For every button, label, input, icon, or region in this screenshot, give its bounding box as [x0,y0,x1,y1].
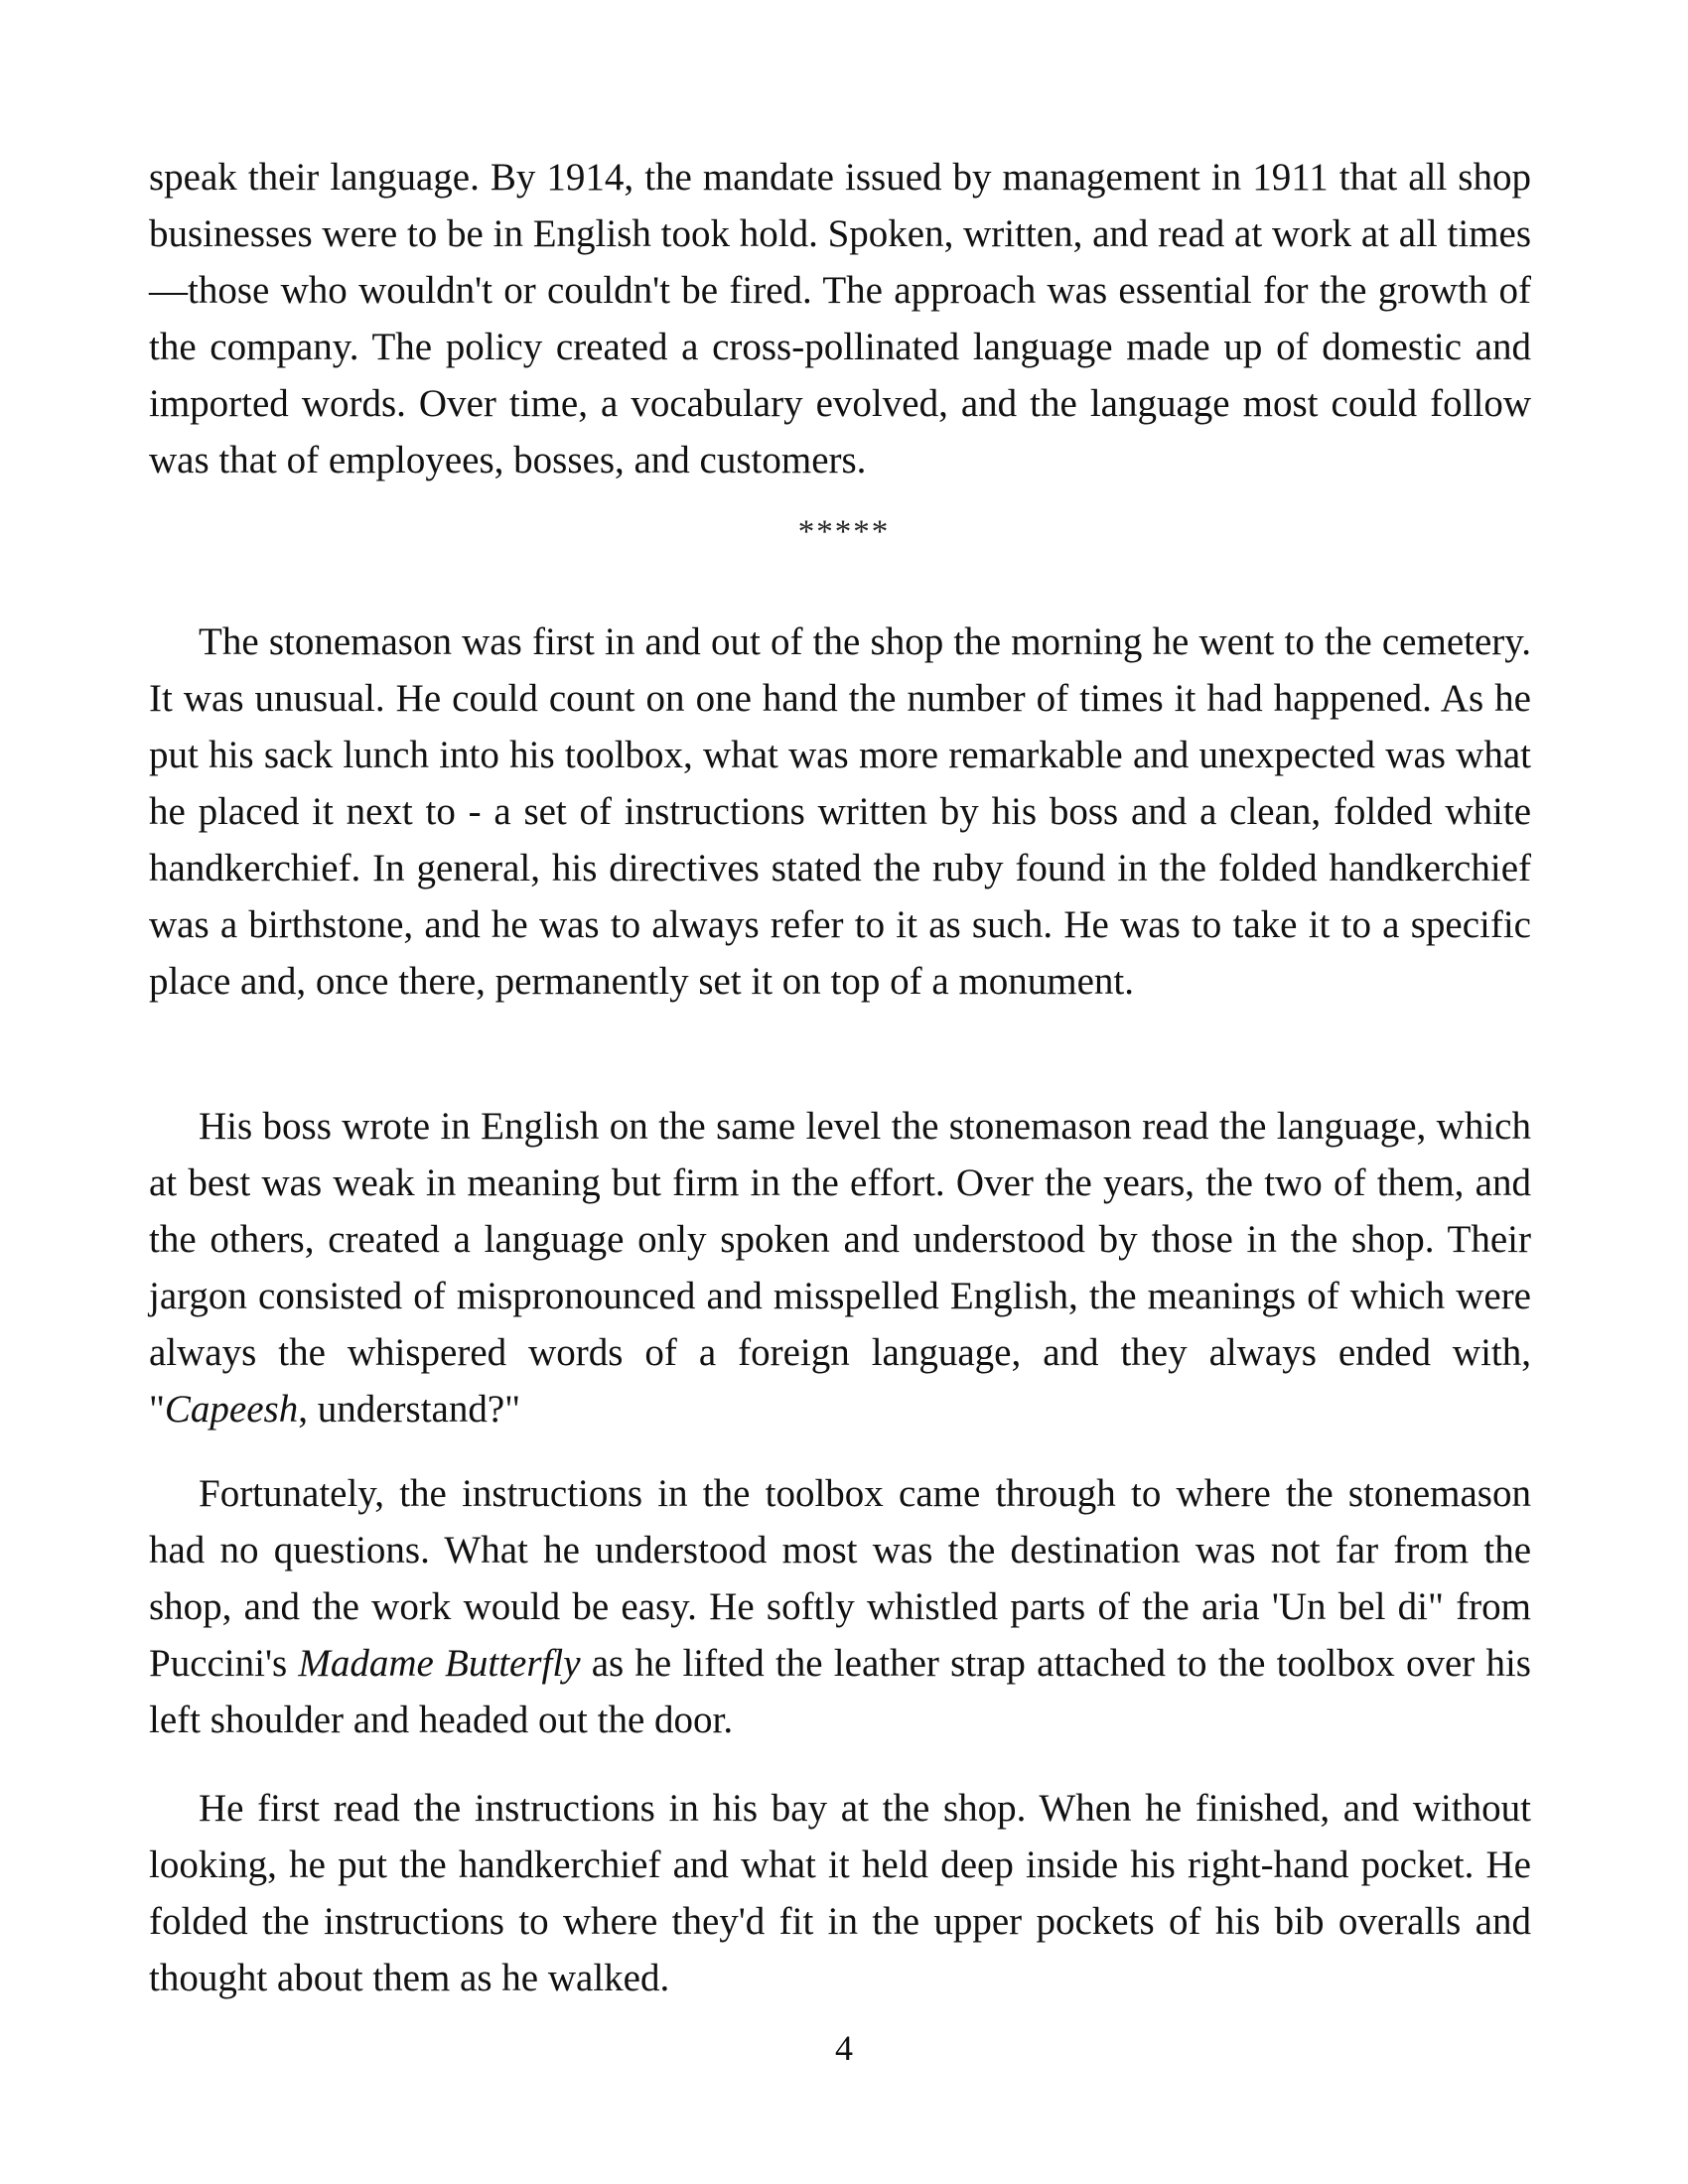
section-separator: ***** [797,514,891,550]
italic-word: Capeesh [164,1388,299,1431]
paragraph: He first read the instructions in his bay at the shop. When he finished, and without looking, he put the handkerchief and what it held deep inside his right-hand pocket. He folded the instructions to where they'd fit in the upper pockets of his bib overalls and thought about them as he walked. [149,1787,1531,1999]
paragraph-text: , understand?" [298,1388,521,1431]
paragraph [149,1098,1531,1437]
paragraph-text: as he lifted the leather strap attached to the toolbox over his left shoulder and headed out the door. [149,1642,1531,1741]
page-number: 4 [835,2028,853,2068]
italic-title: Madame Butterfly [298,1642,581,1685]
paragraph: The stonemason was first in and out of the shop the morning he went to the cemetery. It was unusual. He could count on one hand the number of times it had happened. As he put his sack lunch into his toolbox, what was more remarkable and unexpected was what he placed it next to - a set of instructions written by his boss and a clean, folded white handkerchief. In general, his directives stated the ruby found in the folded handkerchief was a birthstone, and he was to always refer to it as such. He was to take it to a specific place and, once there, permanently set it on top of a monument. [149,620,1531,1003]
paragraph-text: Fortunately, the instructions in the toolbox came through to where the stonemason had no questions. What he understood most was the destination was not far from the shop, and the work would be easy. He softly whistled parts of the aria 'Un bel di" from Puccini's [149,1472,1531,1685]
paragraph-text: His boss wrote in English on the same level the stonemason read the language, which at best was weak in meaning but firm in the effort. Over the years, the two of them, and the others, created a language only spoken and understood by those in the shop. Their jargon consisted of mispronounced and misspelled English, the meanings of which were always the whispered words of a foreign language, and they always ended with, " [149,1105,1531,1431]
paragraph-continued: speak their language. By 1914, the mandate issued by management in 1911 that all shop businesses were to be in English took hold. Spoken, written, and read at work at all times—those who wouldn't or couldn't be fired. The approach was essential for the growth of the company. The policy created a cross-pollinated language made up of domestic and imported words. Over time, a vocabulary evolved, and the language most could follow was that of employees, bosses, and customers. [149,156,1531,481]
paragraph [149,1465,1531,1748]
